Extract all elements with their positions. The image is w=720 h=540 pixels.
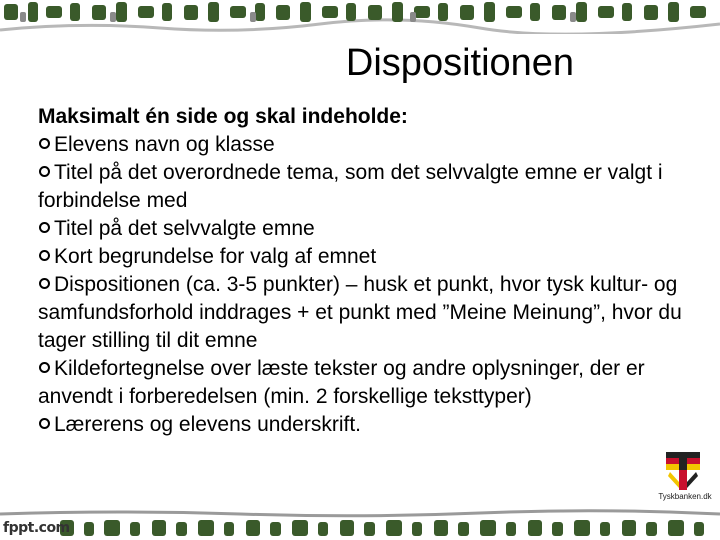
list-item: Lærerens og elevens underskrift.	[38, 411, 698, 439]
slide-title: Dispositionen	[345, 42, 575, 84]
list-item: Kildefortegnelse over læste tekster og andre oplysninger, der er anvendt i forberedelsen (min. 2 forskellige teksttyper)	[38, 357, 645, 408]
slide-heading: Maksimalt én side og skal indeholde:	[38, 105, 408, 128]
slide-body	[38, 103, 698, 439]
list-item: Titel på det overordnede tema, som det selvvalgte emne er valgt i forbindelse med	[38, 161, 663, 212]
bullet-circle-icon	[39, 362, 50, 373]
logo-caption: Tyskbanken.dk	[658, 492, 712, 501]
bullet-circle-icon	[39, 278, 50, 289]
list-item: Kort begrundelse for valg af emnet	[38, 243, 698, 271]
bullet-circle-icon	[39, 166, 50, 177]
bullet-circle-icon	[39, 222, 50, 233]
list-item: Dispositionen (ca. 3-5 punkter) – husk et punkt, hvor tysk kultur- og samfundsforhold inddrages + et punkt med ”Meine Meinung”, hvor du tager stilling til dit emne	[38, 273, 682, 352]
list-item: Titel på det selvvalgte emne	[38, 215, 698, 243]
bullet-circle-icon	[39, 250, 50, 261]
bottom-decorative-border	[0, 508, 720, 540]
fppt-watermark: fppt.com	[3, 520, 70, 536]
top-decorative-border	[0, 0, 720, 34]
bullet-circle-icon	[39, 418, 50, 429]
list-item: Elevens navn og klasse	[38, 131, 698, 159]
bullet-circle-icon	[39, 138, 50, 149]
